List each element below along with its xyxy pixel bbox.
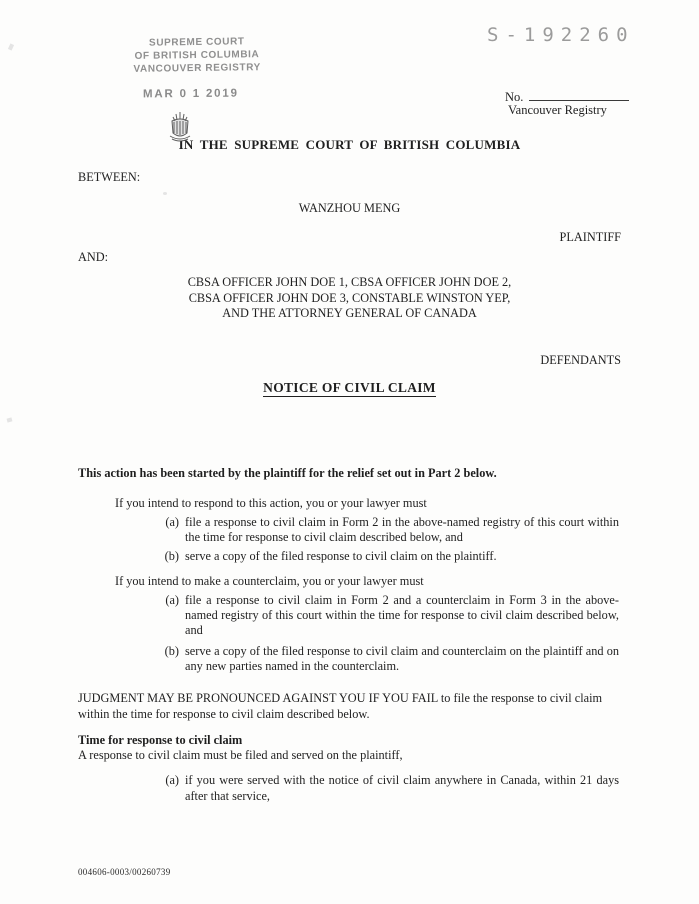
list-item (161, 515, 619, 546)
defendants-line: AND THE ATTORNEY GENERAL OF CANADA (222, 306, 477, 320)
blank-line (529, 88, 629, 101)
list-item-label: (b) (164, 643, 179, 658)
between-label: BETWEEN: (78, 170, 141, 184)
and-label: AND: (78, 250, 109, 264)
registry-stamp-line: OF BRITISH COLUMBIA (134, 49, 260, 62)
registry-label: Vancouver Registry (508, 103, 607, 117)
registry-stamp (112, 35, 283, 76)
list-item-label: (a) (165, 514, 179, 529)
list-item (161, 773, 619, 804)
document-title-text: NOTICE OF CIVIL CLAIM (263, 380, 436, 395)
respond-intro: If you intend to respond to this action, you or your lawyer must (115, 496, 427, 511)
list-item (161, 644, 619, 675)
time-intro: A response to civil claim must be filed and served on the plaintiff, (78, 748, 403, 763)
registry-stamp-line: VANCOUVER REGISTRY (133, 62, 261, 75)
file-reference-code: 004606-0003/00260739 (78, 867, 171, 877)
document-title (0, 380, 699, 395)
list-item (161, 549, 619, 564)
defendants-line: CBSA OFFICER JOHN DOE 3, CONSTABLE WINSTON YEP, (188, 290, 511, 305)
intro-sentence: This action has been started by the plaintiff for the relief set out in Part 2 below. (78, 466, 497, 480)
list-item-text: file a response to civil claim in Form 2 in the above-named registry of this court within the time for response to civil claim described below, and (185, 514, 619, 544)
registry-stamp-line: SUPREME COURT (148, 36, 245, 49)
court-crest-icon (164, 111, 196, 147)
document-body (78, 466, 619, 808)
list-item (161, 593, 619, 639)
date-stamp: MAR 0 1 2019 (142, 87, 239, 101)
list-item-text: serve a copy of the filed response to civil claim on the plaintiff. (185, 549, 497, 564)
list-item-label: (a) (165, 592, 179, 607)
defendants-block (0, 275, 699, 322)
list-item-text: file a response to civil claim in Form 2 and a counterclaim in Form 3 in the above-named registry of this court within the time for response to civil claim described below, and (185, 592, 619, 638)
list-item-text: serve a copy of the filed response to civil claim and counterclaim on the plaintiff and on any new parties named in the counterclaim. (185, 643, 619, 673)
plaintiff-name: WANZHOU MENG (298, 201, 401, 215)
scan-artifact (7, 417, 13, 422)
court-title: IN THE SUPREME COURT OF BRITISH COLUMBIA (178, 137, 521, 152)
counterclaim-intro: If you intend to make a counterclaim, you or your lawyer must (115, 574, 424, 589)
judgment-warning: JUDGMENT MAY BE PRONOUNCED AGAINST YOU IF YOU FAIL to file the response to civil claim within the time for response to civil claim described below. (78, 691, 603, 721)
list-item-label: (a) (165, 773, 179, 788)
plaintiff-role-label: PLAINTIFF (559, 230, 621, 244)
case-number-stamp: S-192260 (487, 24, 635, 46)
no-label: No. (505, 90, 524, 104)
scan-artifact (8, 43, 14, 50)
time-for-response-heading: Time for response to civil claim (78, 732, 243, 747)
scan-artifact (163, 192, 167, 195)
list-item-text: if you were served with the notice of civil claim anywhere in Canada, within 21 days after that service, (185, 773, 619, 803)
defendants-role-label: DEFENDANTS (540, 353, 621, 367)
defendants-line: CBSA OFFICER JOHN DOE 1, CBSA OFFICER JOHN DOE 2, (187, 275, 512, 289)
list-item-label: (b) (164, 549, 179, 564)
